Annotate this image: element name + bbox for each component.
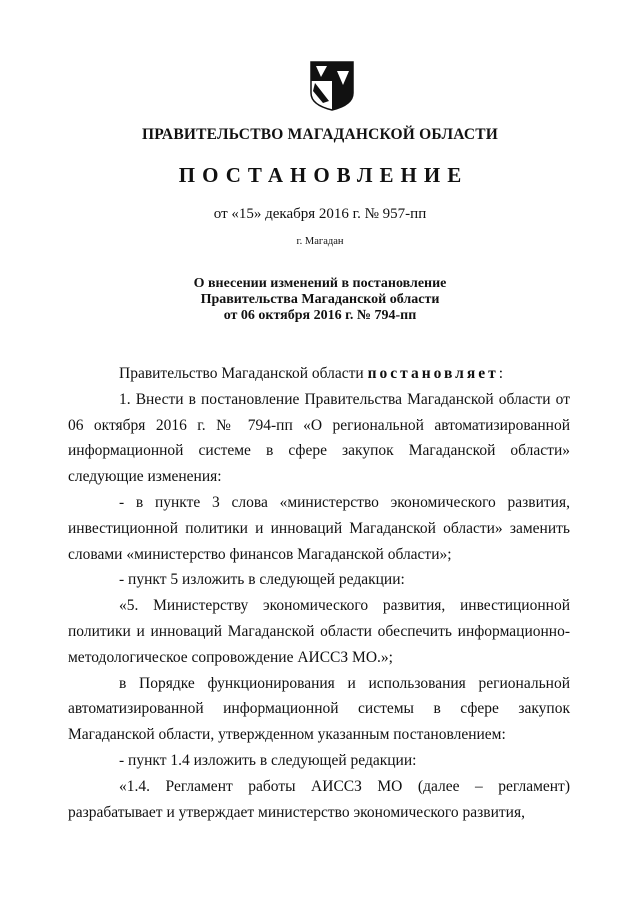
document-date-number: от «15» декабря 2016 г. № 957-пп [213,206,427,222]
paragraph-6: - пункт 1.4 изложить в следующей редакции: [119,751,417,769]
paragraph-1: 1. Внести в постановление Правительства Магаданской области от 06 октября 2016 г. № 794-пп «О региональной автоматизированной информационной системе в сфере закупок Магаданской области» следующие изменения: [68,390,570,486]
paragraph-5: в Порядке функционирования и использования региональной автоматизированной информационной системы в сфере закупок Магаданской области, утвержденном указанным постановлением: [68,674,570,744]
intro-prefix: Правительство Магаданской области [119,365,368,382]
coat-of-arms-icon [309,61,355,111]
government-title: ПРАВИТЕЛЬСТВО МАГАДАНСКОЙ ОБЛАСТИ [141,126,499,143]
coat-of-arms-shield [309,61,355,111]
document-city: г. Магадан [296,236,344,247]
document-subject [0,276,640,324]
subject-line-1: О внесении изменений в постановление [193,276,447,291]
document-type: ПОСТАНОВЛЕНИЕ [178,163,469,187]
paragraph-2: - в пункте 3 слова «министерство экономического развития, инвестиционной политики и инноваций Магаданской области» заменить словами «министерство финансов Магаданской области»; [68,493,570,563]
paragraph-7: «1.4. Регламент работы АИССЗ МО (далее – регламент) разрабатывает и утверждает министерство экономического развития, [68,777,570,821]
document-body [68,361,570,825]
subject-line-2: Правительства Магаданской области [200,292,440,307]
intro-verb: постановляет [367,365,499,382]
paragraph-3: - пункт 5 изложить в следующей редакции: [119,571,405,589]
paragraph-4: «5. Министерству экономического развития, инвестиционной политики и инноваций Магаданской области обеспечить информационно-методологическое сопровождение АИССЗ МО.»; [68,597,570,666]
intro-suffix: : [498,365,504,382]
subject-line-3: от 06 октября 2016 г. № 794-пп [223,308,417,323]
intro-paragraph [68,361,570,387]
